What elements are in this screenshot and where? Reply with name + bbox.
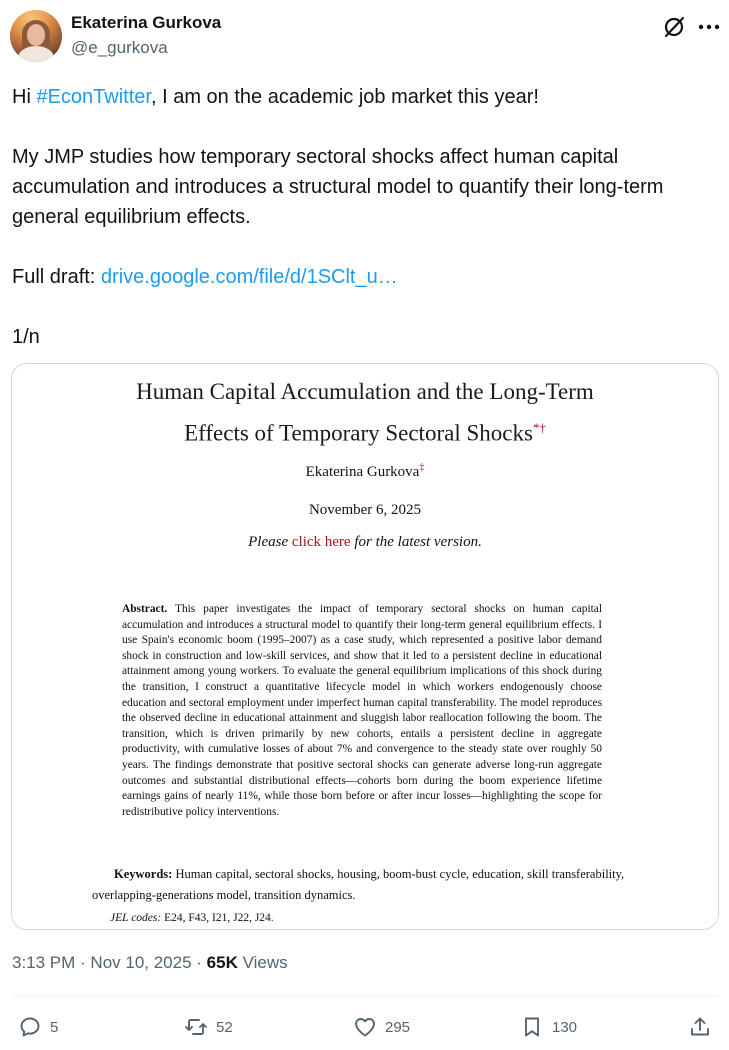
tweet-date[interactable]: Nov 10, 2025	[90, 953, 192, 972]
paper-title-line-2: Effects of Temporary Sectoral Shocks	[184, 420, 533, 446]
author-name[interactable]: Ekaterina Gurkova	[71, 13, 222, 32]
reply-count: 5	[50, 1018, 59, 1036]
paper-author-name: Ekaterina Gurkova	[305, 464, 420, 480]
tweet-greeting: Hi	[12, 86, 37, 108]
views-count: 65K	[206, 953, 238, 972]
paper-abstract	[122, 602, 602, 820]
draft-link[interactable]: drive.google.com/file/d/1SClt_u…	[100, 266, 398, 288]
abstract-label: Abstract.	[122, 603, 168, 615]
paper-date: November 6, 2025	[308, 502, 422, 518]
meta-sep-1: ·	[75, 953, 91, 972]
grok-icon[interactable]	[661, 14, 687, 40]
tweet-meta	[12, 953, 288, 973]
paper-image-card[interactable]	[11, 363, 719, 930]
action-bar	[0, 1010, 729, 1044]
hashtag-link[interactable]: #EconTwitter	[36, 86, 151, 108]
paper-title	[12, 374, 718, 452]
latest-post: for the latest version.	[350, 534, 482, 550]
tweet-header	[10, 10, 720, 62]
draft-label: Full draft:	[12, 266, 101, 288]
tweet-paragraph-2: My JMP studies how temporary sectoral shocks affect human capital accumulation and introduces a structural model to quantify their long-term general equilibrium effects.	[12, 146, 664, 228]
repost-button[interactable]	[184, 1010, 233, 1044]
bookmark-icon	[520, 1015, 544, 1039]
paper-keywords	[92, 864, 637, 906]
share-icon	[688, 1015, 712, 1039]
tweet-draft-line	[12, 262, 722, 292]
reply-icon	[18, 1015, 42, 1039]
paper-author	[12, 462, 718, 481]
abstract-text: This paper investigates the impact of temporary sectoral shocks on human capital accumulation and introduces a structural model to quantify their long-term general equilibrium effects. I use Spain's economic boom (1995–2007) as a case study, which represented a positive labor demand shock in construction and low-skill services, and show that it led to a persistent decline in educational attainment among young workers. To evaluate the general equilibrium implications of this shock during the transition, I construct a quantitative lifecycle model in which workers endogenously choose education and sectoral employment under imperfect human capital transferability. The model reproduces the observed decline in educational attainment and sluggish labor reallocation following the boom. The transition, which is driven primarily by new cohorts, entails a persistent decline in aggregate productivity, with cumulative losses of about 7% and convergence to the steady state over roughly 50 years. The findings demonstrate that positive sectoral shocks can generate adverse long-run aggregate outcomes and substantial distributional effects—cohorts born during the boom experience lifetime earnings gains of nearly 11%, while those born before or after incur losses—highlighting the scope for redistributive policy interventions.	[122, 603, 602, 818]
divider	[12, 995, 717, 996]
tweet-line-1-rest: , I am on the academic job market this year!	[150, 86, 539, 108]
like-count: 295	[385, 1018, 411, 1036]
paper-title-marks: *†	[532, 420, 546, 435]
keywords-text: Human capital, sectoral shocks, housing, boom-bust cycle, education, skill transferability, overlapping-generations model, transition dynamics.	[92, 867, 625, 902]
tweet-text	[12, 82, 722, 352]
tweet-line-1	[12, 82, 722, 112]
like-button[interactable]	[353, 1010, 410, 1044]
latest-link: click here	[291, 534, 351, 550]
tweet-time[interactable]: 3:13 PM	[12, 953, 76, 972]
more-icon[interactable]	[696, 14, 722, 40]
paper-jel-codes	[110, 912, 274, 924]
meta-sep-2: ·	[191, 953, 207, 972]
jel-text: E24, F43, I21, J22, J24.	[164, 912, 274, 924]
paper-latest-version	[12, 534, 718, 551]
avatar[interactable]	[10, 10, 62, 62]
share-button[interactable]	[688, 1010, 712, 1044]
thread-marker: 1/n	[12, 326, 40, 348]
views-label: Views	[242, 953, 288, 972]
avatar-face	[27, 24, 45, 46]
like-icon	[353, 1015, 377, 1039]
paper-title-line-1: Human Capital Accumulation and the Long-Term	[136, 379, 594, 404]
bookmark-count: 130	[552, 1018, 578, 1036]
paper-author-mark: ‡	[419, 462, 425, 473]
bookmark-button[interactable]	[520, 1010, 577, 1044]
author-handle[interactable]: @e_gurkova	[71, 38, 168, 57]
reply-button[interactable]	[18, 1010, 58, 1044]
latest-pre: Please	[248, 534, 292, 550]
repost-count: 52	[216, 1018, 233, 1036]
keywords-label: Keywords:	[114, 867, 173, 881]
jel-label: JEL codes:	[110, 912, 162, 924]
repost-icon	[184, 1015, 208, 1039]
